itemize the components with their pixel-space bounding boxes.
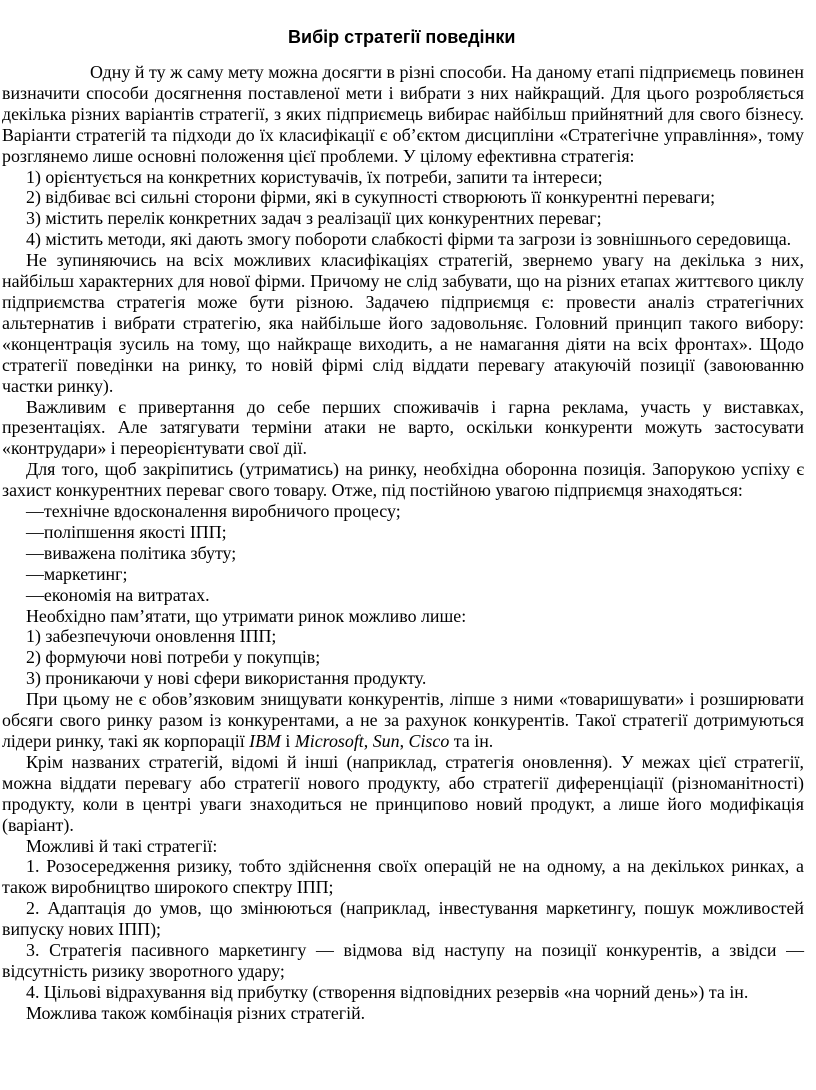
separator: , (363, 731, 373, 751)
dash-list-item: —виважена політика збуту; (26, 542, 237, 563)
paragraph-text: При цьому не є обов’язковим знищувати конкурентів, ліпше з ними «товаришувати» і розширювати обсяги свого ринку разом із конкурентами, а не за рахунок конкурентів. Такої стратегії дотримуються лідери ринку, такі як корпорації (2, 689, 804, 751)
paragraph: Можливі й такі стратегії: (26, 835, 218, 856)
paragraph: Важливим є привертання до себе перших споживачів і гарна реклама, участь у виставках, презентаціях. Але затягувати терміни атаки не варто, оскільки конкуренти можуть застосувати «контрудари» і переорієнтувати свої дії. (2, 396, 804, 459)
list-item: 4) містить методи, які дають змогу побороти слабкості фірми та загрози із зовнішнього середовища. (26, 229, 792, 250)
dash-list-item: —поліпшення якості ІПП; (26, 521, 227, 542)
conjunction: і (280, 731, 295, 751)
list-item: 1. Розосередження ризику, тобто здійснення своїх операцій не на одному, а на декількох ринках, а також виробництво широкого спектру ІПП; (2, 856, 804, 898)
list-item: 3. Стратегія пасивного маркетингу — відмова від наступу на позиції конкурентів, а звідси — відсутність ризику зворотного удару; (2, 940, 804, 981)
list-item: 2) формуючи нові потреби у покупців; (26, 647, 321, 668)
paragraph-end: та ін. (449, 731, 494, 751)
paragraph-corporations (2, 689, 804, 752)
list-item: 3) проникаючи у нові сфери використання продукту. (26, 668, 427, 689)
dash-list-item: —маркетинг; (26, 563, 128, 584)
separator: , (399, 731, 409, 751)
list-item: 1) орієнтується на конкретних користувачів, їх потреби, запити та інтереси; (26, 166, 603, 187)
paragraph: Не зупиняючись на всіх можливих класифікаціях стратегій, звернемо увагу на декілька з них, найбільш характерних для нової фірми. Причому не слід забувати, що на різних етапах життєвого циклу підприємства стратегія може бути різною. Задачею підприємця є: провести аналіз стратегічних альтернатив і вибрати стратегію, яка найбільше його задовольняє. Головний принцип такого вибору: «концентрація зусиль на тому, що найкраще виходить, а не намагання діяти на всіх фронтах». Щодо стратегії поведінки на ринку, то новій фірмі слід віддати перевагу атакуючій позиції (завоюванню частки ринку). (2, 250, 804, 396)
paragraph: Необхідно пам’ятати, що утримати ринок можливо лише: (26, 605, 467, 626)
list-item: 1) забезпечуючи оновлення ІПП; (26, 626, 277, 647)
company-name: Sun (372, 731, 400, 751)
list-item: 3) містить перелік конкретних задач з реалізації цих конкурентних переваг; (26, 208, 602, 229)
intro-paragraph: Одну й ту ж саму мету можна досягти в різні способи. На даному етапі підприємець повинен визначити способи досягнення поставленої мети і вибрати з них найкращий. Для цього розробляється декілька різних варіантів стратегії, з яких підприємець вибирає найбільш прийнятний для свого бізнесу. Варіанти стратегій та підходи до їх класифікації є об’єктом дисципліни «Стратегічне управління», тому розглянемо лише основні положення цієї проблеми. У цілому ефективна стратегія: (2, 62, 804, 166)
list-item: 2. Адаптація до умов, що змінюються (наприклад, інвестування маркетингу, пошук можливостей випуску нових ІПП); (2, 898, 804, 940)
company-name: Cisco (408, 731, 450, 751)
page-title: Вибір стратегії поведінки (288, 27, 516, 47)
paragraph: Для того, щоб закріпитись (утриматись) на ринку, необхідна оборонна позиція. Запорукою успіху є захист конкурентних переваг свого товару. Отже, під постійною увагою підприємця знаходяться: (2, 459, 804, 501)
list-item: 4. Цільові відрахування від прибутку (створення відповідних резервів «на чорний день») та ін. (26, 981, 749, 1002)
closing-paragraph: Можлива також комбінація різних стратегій. (26, 1002, 366, 1023)
list-item: 2) відбиває всі сильні сторони фірми, які в сукупності створюють її конкурентні переваги; (26, 187, 716, 208)
company-name: IBM (249, 731, 281, 751)
dash-list-item: —технічне вдосконалення виробничого процесу; (26, 501, 401, 522)
dash-list-item: —економія на витратах. (26, 584, 210, 605)
paragraph: Крім названих стратегій, відомі й інші (наприклад, стратегія оновлення). У межах цієї стратегії, можна віддати перевагу або стратегії нового продукту, або стратегії диференціації (різноманітності) продукту, коли в центрі уваги знаходиться не принципово новий продукт, а лише його модифікація (варіант). (2, 751, 804, 835)
company-name: Microsoft (294, 731, 364, 751)
